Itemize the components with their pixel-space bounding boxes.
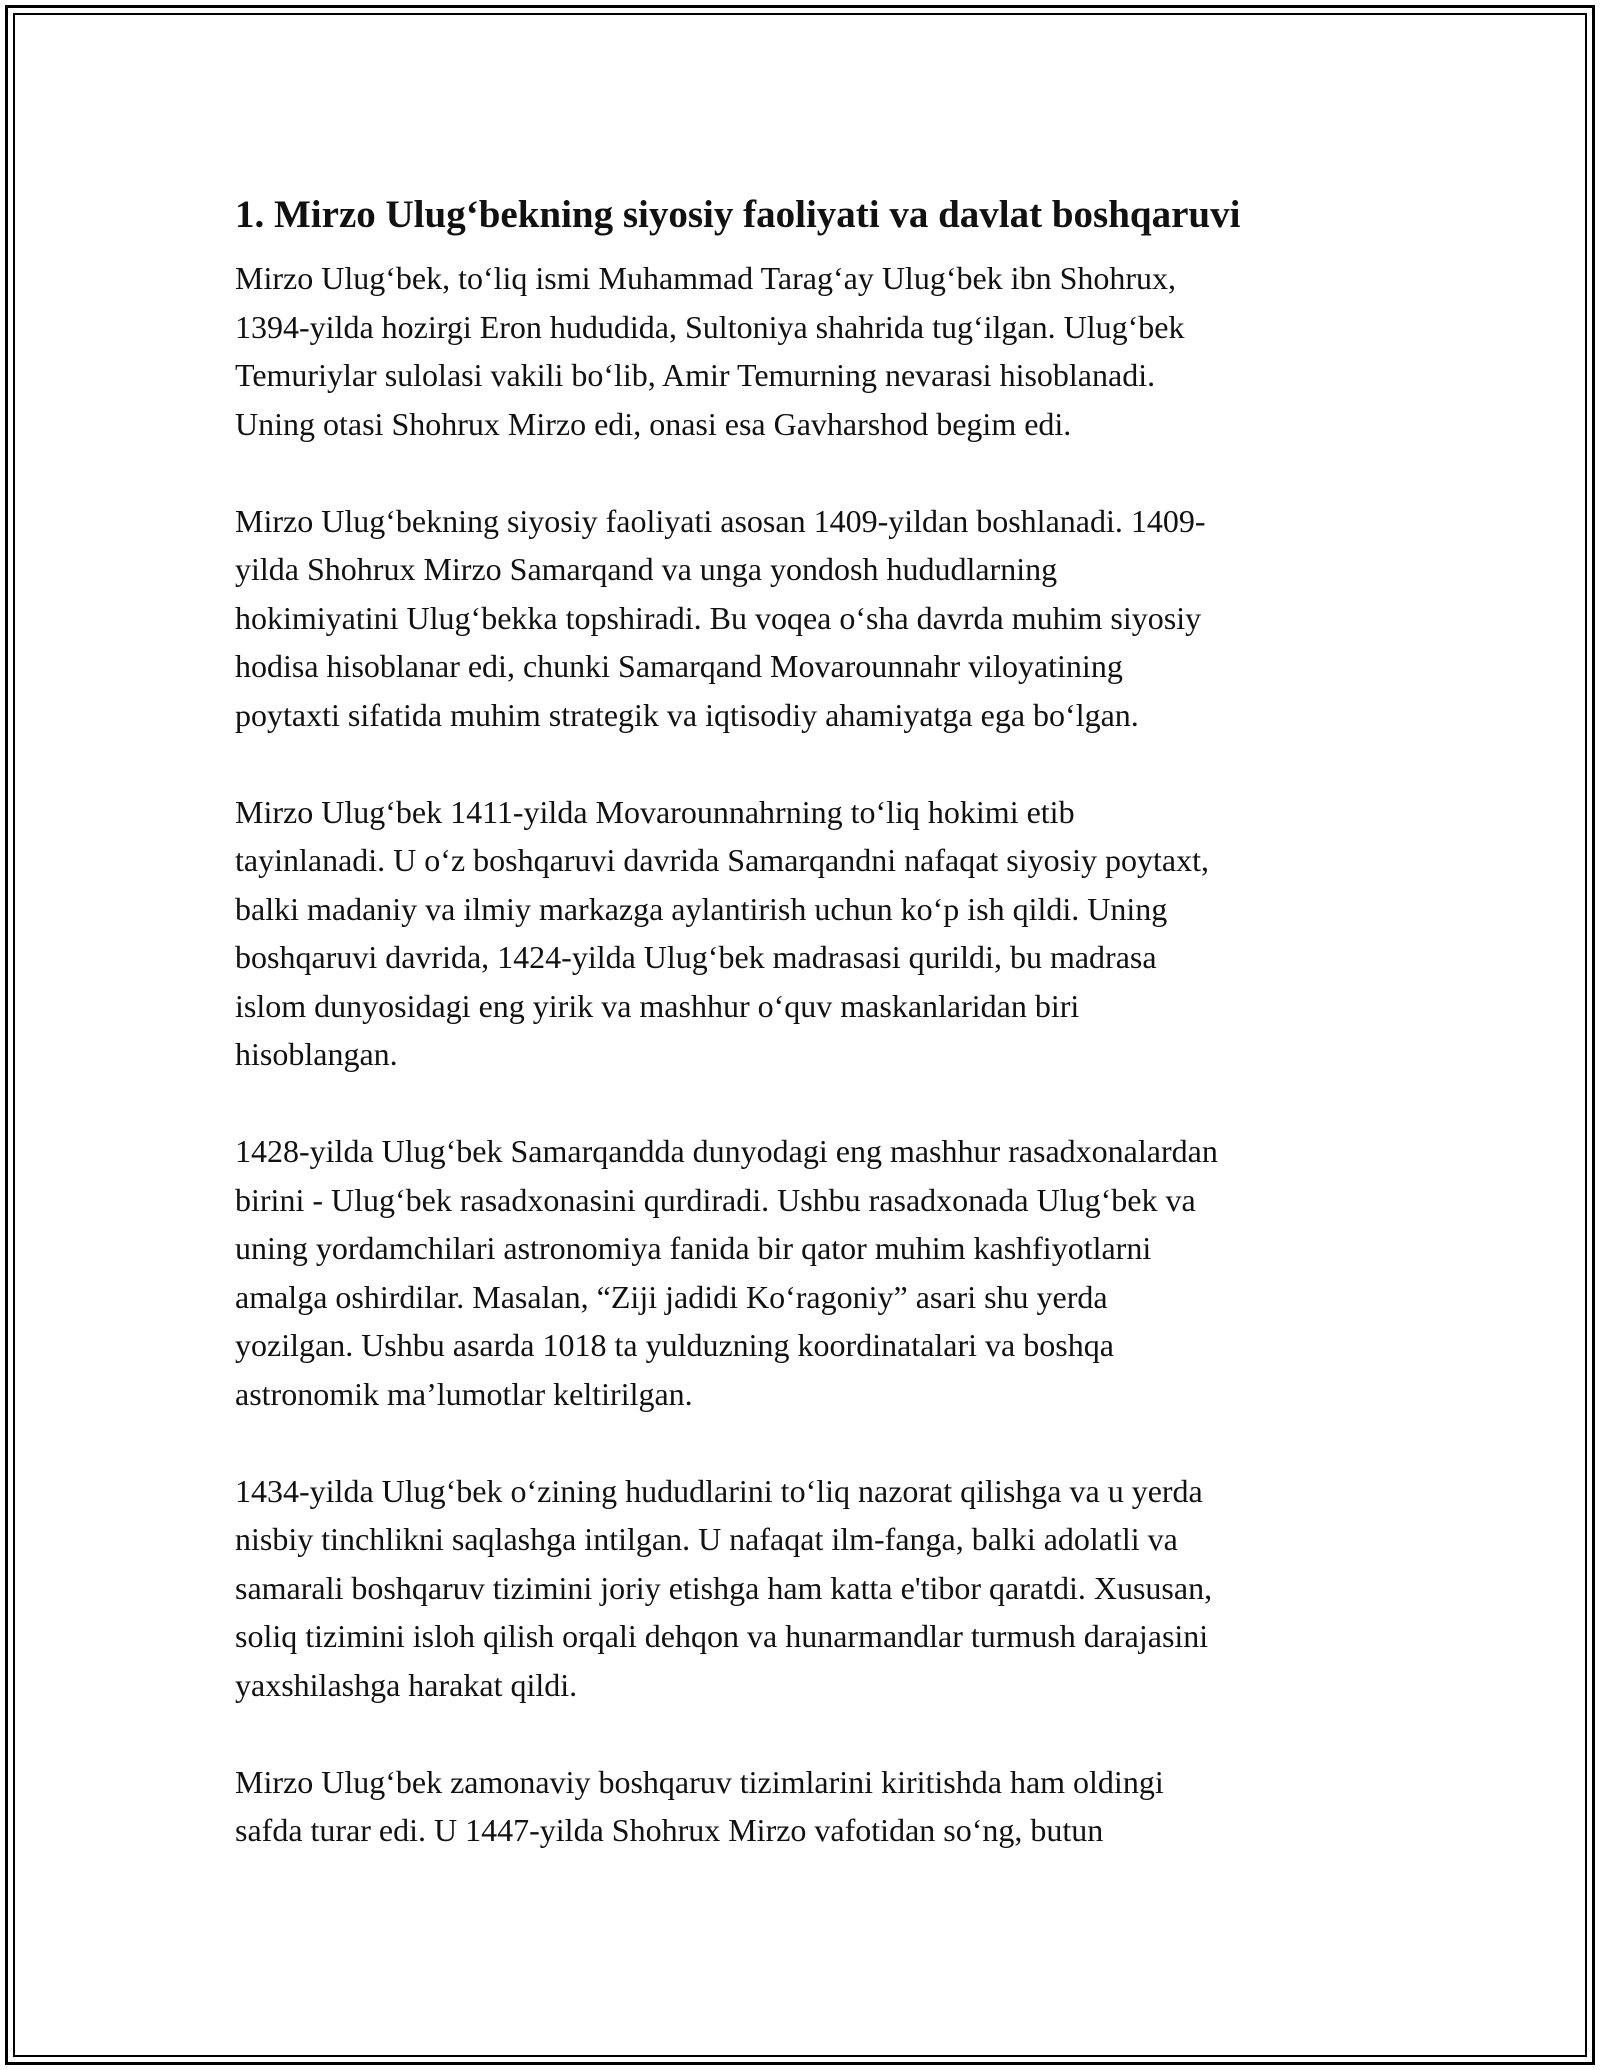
text-line: boshqaruvi davrida, 1424-yilda Ulug‘bek madrasasi qurildi, bu madrasa	[235, 939, 1157, 975]
text-line: yilda Shohrux Mirzo Samarqand va unga yondosh hududlarning	[235, 551, 1058, 587]
text-line: poytaxti sifatida muhim strategik va iqtisodiy ahamiyatga ega bo‘lgan.	[235, 696, 1139, 733]
text-line: hodisa hisoblanar edi, chunki Samarqand Movarounnahr viloyatining	[235, 648, 1123, 684]
page-title: 1. Mirzo Ulug‘bekning siyosiy faoliyati va davlat boshqaruvi	[235, 193, 1241, 236]
text-line: safda turar edi. U 1447-yilda Shohrux Mirzo vafotidan so‘ng, butun	[235, 1812, 1104, 1848]
text-line: 1394-yilda hozirgi Eron hududida, Sultoniya shahrida tug‘ilgan. Ulug‘bek	[235, 308, 1185, 345]
text-line: Uning otasi Shohrux Mirzo edi, onasi esa Gavharshod begim edi.	[235, 405, 1072, 442]
text-line: astronomik ma’lumotlar keltirilgan.	[235, 1375, 693, 1412]
paragraph-political-start	[235, 497, 1385, 740]
text-line: soliq tizimini isloh qilish orqali dehqon va hunarmandlar turmush darajasini	[235, 1618, 1209, 1654]
paragraph-birth	[235, 254, 1385, 448]
paragraph-governance	[235, 1467, 1385, 1710]
text-line: Temuriylar sulolasi vakili bo‘lib, Amir Temurning nevarasi hisoblanadi.	[235, 357, 1156, 393]
text-line: Mirzo Ulug‘bekning siyosiy faoliyati asosan 1409-yildan boshlanadi. 1409-	[235, 502, 1206, 539]
paragraph-governor	[235, 788, 1385, 1079]
text-line: samarali boshqaruv tizimini joriy etishga ham katta e'tibor qaratdi. Xususan,	[235, 1569, 1213, 1606]
text-line: Mirzo Ulug‘bek, to‘liq ismi Muhammad Tarag‘ay Ulug‘bek ibn Shohrux,	[235, 260, 1177, 296]
text-line: 1428-yilda Ulug‘bek Samarqandda dunyodagi eng mashhur rasadxonalardan	[235, 1133, 1218, 1169]
paragraph-modern-systems	[235, 1758, 1385, 1855]
text-line: balki madaniy va ilmiy markazga aylantirish uchun ko‘p ish qildi. Uning	[235, 890, 1168, 927]
text-line: hisoblangan.	[235, 1036, 398, 1072]
text-line: birini - Ulug‘bek rasadxonasini qurdiradi. Ushbu rasadxonada Ulug‘bek va	[235, 1181, 1196, 1218]
text-line: yaxshilashga harakat qildi.	[235, 1666, 578, 1703]
text-line: uning yordamchilari astronomiya fanida bir qator muhim kashfiyotlarni	[235, 1230, 1152, 1266]
text-line: hokimiyatini Ulug‘bekka topshiradi. Bu voqea o‘sha davrda muhim siyosiy	[235, 599, 1202, 636]
text-line: tayinlanadi. U o‘z boshqaruvi davrida Samarqandni nafaqat siyosiy poytaxt,	[235, 842, 1209, 878]
text-line: yozilgan. Ushbu asarda 1018 ta yulduzning koordinatalari va boshqa	[235, 1327, 1114, 1363]
text-line: Mirzo Ulug‘bek 1411-yilda Movarounnahrning to‘liq hokimi etib	[235, 793, 1075, 830]
text-line: amalga oshirdilar. Masalan, “Ziji jadidi Ko‘ragoniy” asari shu yerda	[235, 1278, 1108, 1315]
text-line: nisbiy tinchlikni saqlashga intilgan. U nafaqat ilm-fanga, balki adolatli va	[235, 1521, 1178, 1557]
text-line: islom dunyosidagi eng yirik va mashhur o‘quv maskanlaridan biri	[235, 987, 1080, 1024]
text-line: 1434-yilda Ulug‘bek o‘zining hududlarini to‘liq nazorat qilishga va u yerda	[235, 1472, 1203, 1509]
document-body	[235, 188, 1385, 1903]
paragraph-observatory	[235, 1127, 1385, 1418]
text-line: Mirzo Ulug‘bek zamonaviy boshqaruv tizimlarini kiritishda ham oldingi	[235, 1763, 1164, 1800]
